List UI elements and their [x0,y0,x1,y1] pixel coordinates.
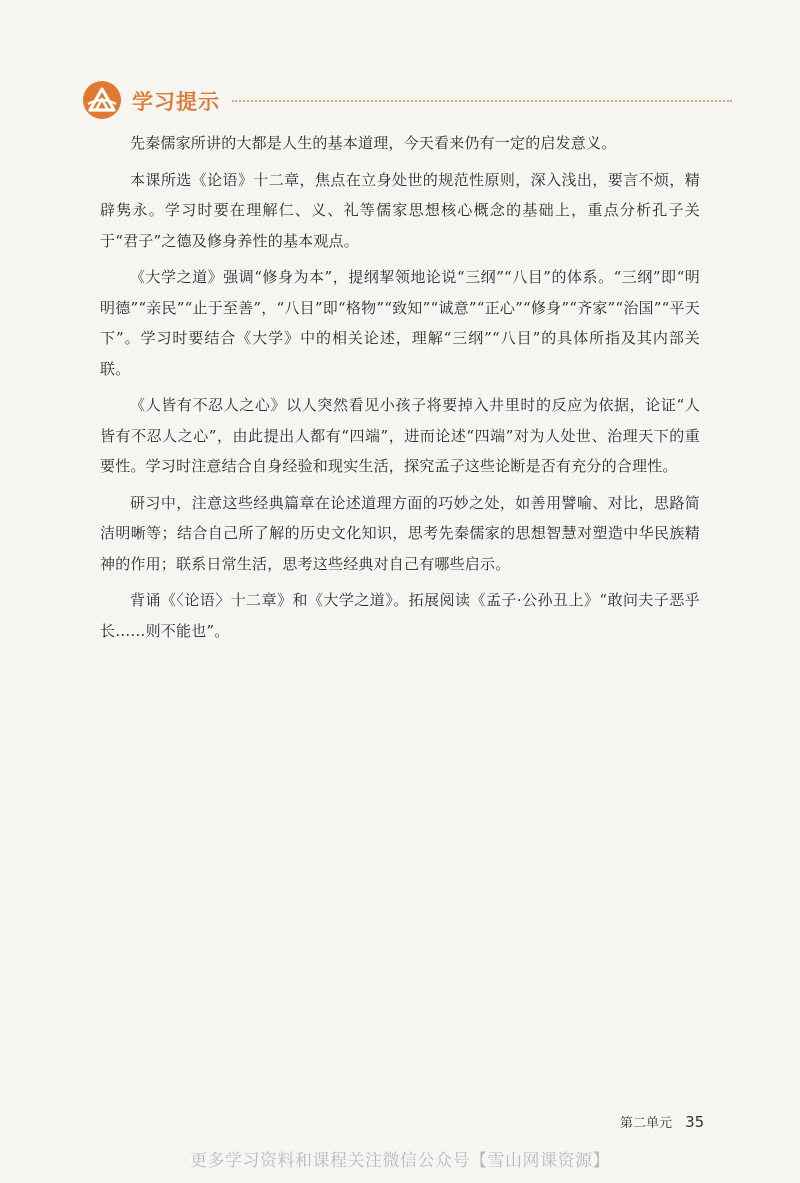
learning-tips-icon [82,80,122,120]
section-title: 学习提示 [132,90,220,114]
section-header [82,80,732,120]
watermark-text: 更多学习资料和课程关注微信公众号【雪山网课资源】 [190,1151,610,1171]
paragraph: 研习中，注意这些经典篇章在论述道理方面的巧妙之处，如善用譬喻、对比，思路简洁明晰等；结合自己所了解的历史文化知识，思考先秦儒家的思想智慧对塑造中华民族精神的作用；联系日常生活，思考这些经典对自己有哪些启示。 [100,493,700,573]
body-text [100,128,700,652]
page-footer [620,1112,730,1131]
paragraph: 背诵《〈论语〉十二章》和《大学之道》。拓展阅读《孟子·公孙丑上》“敢问夫子恶乎长……则不能也”。 [100,591,700,640]
unit-label: 第二单元 [620,1116,673,1131]
paragraph: 本课所选《论语》十二章，焦点在立身处世的规范性原则，深入浅出，要言不烦，精辟隽永。学习时要在理解仁、义、礼等儒家思想核心概念的基础上，重点分析孔子关于“君子”之德及修身养性的基本观点。 [100,170,700,250]
paragraph: 《人皆有不忍人之心》以人突然看见小孩子将要掉入井里时的反应为依据，论证“人皆有不忍人之心”，由此提出人都有“四端”，进而论述“四端”对为人处世、治理天下的重要性。学习时注意结合自身经验和现实生活，探究孟子这些论断是否有充分的合理性。 [100,396,700,475]
page-number: 35 [685,1113,705,1131]
paragraph: 先秦儒家所讲的大都是人生的基本道理，今天看来仍有一定的启发意义。 [130,134,617,152]
paragraph: 《大学之道》强调“修身为本”，提纲挈领地论说“三纲”“八目”的体系。“三纲”即“明明德”“亲民”“止于至善”，“八目”即“格物”“致知”“诚意”“正心”“修身”“齐家”“治国”“平天下”。学习时要结合《大学》中的相关论述，理解“三纲”“八目”的具体所指及其内部关联。 [100,268,700,378]
dotted-divider [232,100,732,102]
